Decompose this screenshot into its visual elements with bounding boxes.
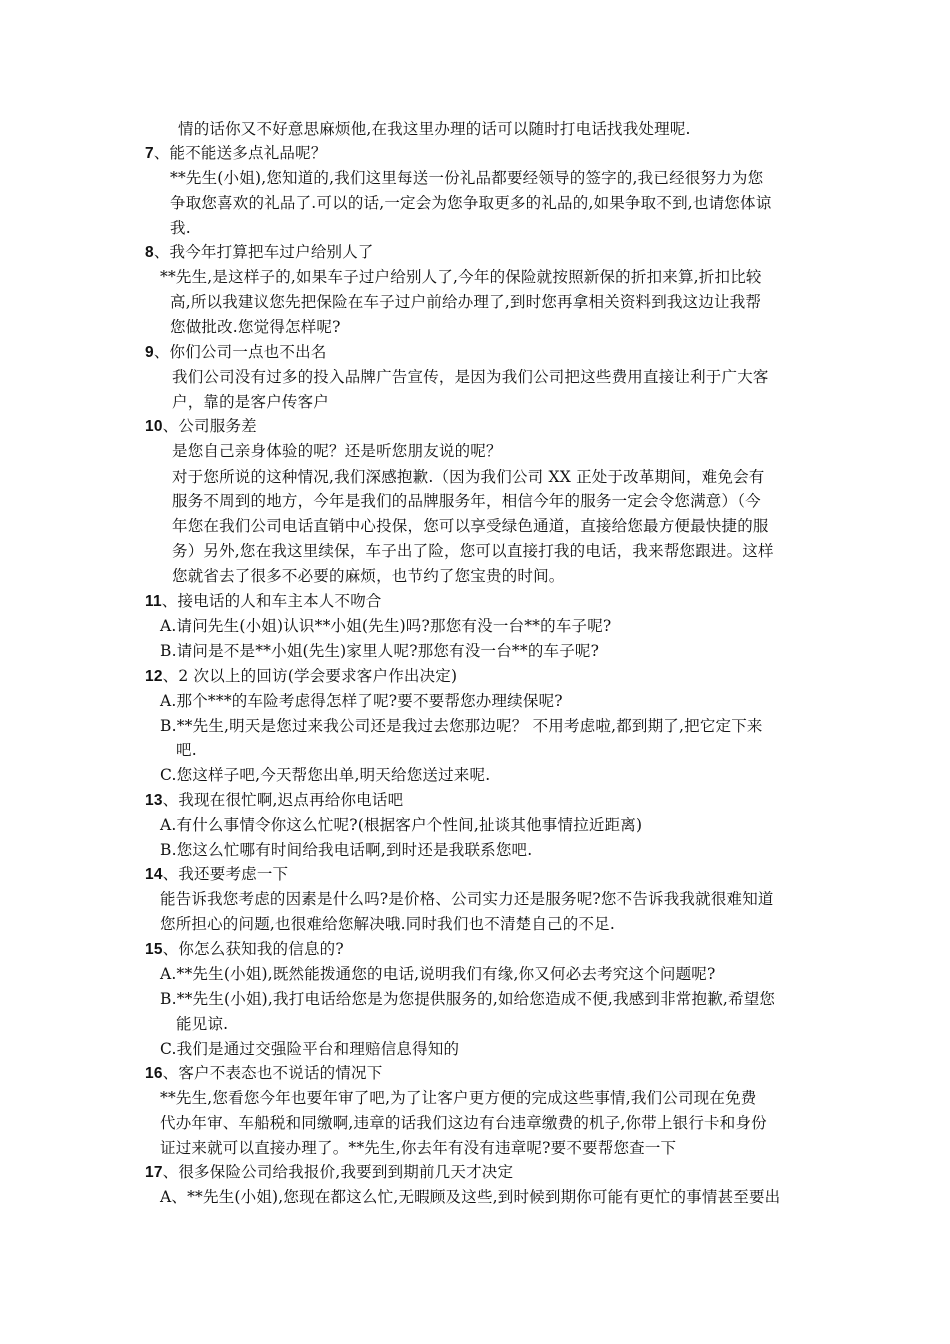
question-17-heading xyxy=(145,1160,513,1185)
answer-line: 代办年审、车船税和同缴啊,违章的话我们这边有台违章缴费的机子,你带上银行卡和身份 xyxy=(160,1114,767,1132)
answer-line: 高,所以我建议您先把保险在车子过户前给办理了,到时您再拿相关资料到我这边让我帮 xyxy=(170,293,762,311)
answer-line: 能告诉我您考虑的因素是什么吗?是价格、公司实力还是服务呢?您不告诉我我就很难知道 xyxy=(160,890,774,908)
question-text: 、我今年打算把车过户给别人了 xyxy=(153,243,374,261)
question-15-heading xyxy=(145,937,344,962)
question-16-heading xyxy=(145,1061,382,1086)
question-14-heading xyxy=(145,862,288,887)
question-number: 14 xyxy=(145,866,163,883)
answer-line: 对于您所说的这种情况,我们深感抱歉.（因为我们公司 XX 正处于改革期间，难免会有 xyxy=(172,468,765,486)
answer-line: 务）另外,您在我这里续保，车子出了险，您可以直接打我的电话，我来帮您跟进。这样 xyxy=(172,542,774,560)
answer-line: B.请问是不是**小姐(先生)家里人呢?那您有没一台**的车子呢? xyxy=(160,642,600,660)
answer-line: 您所担心的问题,也很难给您解决哦.同时我们也不清楚自己的不足. xyxy=(160,915,615,933)
answer-line: A.**先生(小姐),既然能拨通您的电话,说明我们有缘,你又何必去考究这个问题呢? xyxy=(160,965,716,983)
question-number: 12 xyxy=(145,668,163,685)
answer-line: 争取您喜欢的礼品了.可以的话,一定会为您争取更多的礼品的,如果争取不到,也请您体谅 xyxy=(170,194,772,212)
answer-line: 我. xyxy=(170,219,191,237)
answer-line: B.**先生,明天是您过来我公司还是我过去您那边呢？ 不用考虑啦,都到期了,把它定下来 xyxy=(160,717,763,735)
answer-line: A.请问先生(小姐)认识**小姐(先生)吗?那您有没一台**的车子呢? xyxy=(160,617,612,635)
question-text: 、你们公司一点也不出名 xyxy=(153,343,327,361)
answer-line: C.我们是通过交强险平台和理赔信息得知的 xyxy=(160,1040,460,1058)
question-text: 、2 次以上的回访(学会要求客户作出决定) xyxy=(162,667,458,685)
answer-line: 我们公司没有过多的投入品牌广告宣传，是因为我们公司把这些费用直接让利于广大客 xyxy=(172,368,769,386)
question-text: 、接电话的人和车主本人不吻合 xyxy=(161,592,382,610)
answer-line: C.您这样子吧,今天帮您出单,明天给您送过来呢. xyxy=(160,766,491,784)
question-number: 13 xyxy=(145,792,163,809)
question-9-heading xyxy=(145,340,327,365)
question-7-heading xyxy=(145,141,327,166)
answer-line: **先生,您看您今年也要年审了吧,为了让客户更方便的完成这些事情,我们公司现在免费 xyxy=(160,1089,757,1107)
question-number: 10 xyxy=(145,418,163,435)
answer-line: 吧. xyxy=(176,741,197,759)
paragraph-line: 情的话你又不好意思麻烦他,在我这里办理的话可以随时打电话找我处理呢. xyxy=(178,120,691,138)
question-12-heading xyxy=(145,664,457,689)
answer-line: B.**先生(小姐),我打电话给您是为您提供服务的,如给您造成不便,我感到非常抱歉,希望您 xyxy=(160,990,776,1008)
question-text: 、能不能送多点礼品呢？ xyxy=(153,144,327,162)
answer-line: 是您自己亲身体验的呢？还是听您朋友说的呢？ xyxy=(172,442,502,460)
question-10-heading xyxy=(145,414,257,439)
answer-line: 服务不周到的地方，今年是我们的品牌服务年，相信今年的服务一定会令您满意）（今 xyxy=(172,492,761,510)
question-11-heading xyxy=(145,589,382,614)
answer-line: B.您这么忙哪有时间给我电话啊,到时还是我联系您吧. xyxy=(160,841,533,859)
question-number: 9 xyxy=(145,344,154,361)
question-number: 11 xyxy=(145,593,162,610)
answer-line: 能见谅. xyxy=(176,1015,229,1033)
question-text: 、公司服务差 xyxy=(162,417,257,435)
answer-line: 户，靠的是客户传客户 xyxy=(172,393,330,411)
question-text: 、我还要考虑一下 xyxy=(162,865,289,883)
answer-line: **先生(小姐),您知道的,我们这里每送一份礼品都要经领导的签字的,我已经很努力为您 xyxy=(170,169,764,187)
answer-line: A、**先生(小姐),您现在都这么忙,无暇顾及这些,到时候到期你可能有更忙的事情甚至要出 xyxy=(160,1188,781,1206)
answer-line: A.那个***的车险考虑得怎样了呢?要不要帮您办理续保呢? xyxy=(160,692,563,710)
question-text: 、你怎么获知我的信息的? xyxy=(162,940,344,958)
question-text: 、客户不表态也不说话的情况下 xyxy=(162,1064,383,1082)
question-number: 16 xyxy=(145,1065,163,1082)
answer-line: 证过来就可以直接办理了。**先生,你去年有没有违章呢?要不要帮您查一下 xyxy=(160,1139,677,1157)
question-number: 7 xyxy=(145,145,154,162)
answer-line: 年您在我们公司电话直销中心投保，您可以享受绿色通道，直接给您最方便最快捷的服 xyxy=(172,517,769,535)
answer-line: 您做批改.您觉得怎样呢? xyxy=(170,318,341,336)
question-number: 8 xyxy=(145,244,154,261)
question-number: 17 xyxy=(145,1164,163,1181)
question-text: 、很多保险公司给我报价,我要到到期前几天才决定 xyxy=(162,1163,514,1181)
question-8-heading xyxy=(145,240,374,265)
answer-line: **先生,是这样子的,如果车子过户给别人了,今年的保险就按照新保的折扣来算,折扣比较 xyxy=(160,268,762,286)
answer-line: A.有什么事情令你这么忙呢?(根据客户个性间,扯谈其他事情拉近距离) xyxy=(160,816,643,834)
answer-line: 您就省去了很多不必要的麻烦，也节约了您宝贵的时间。 xyxy=(172,567,565,585)
question-13-heading xyxy=(145,788,403,813)
question-number: 15 xyxy=(145,941,163,958)
question-text: 、我现在很忙啊,迟点再给你电话吧 xyxy=(162,791,404,809)
